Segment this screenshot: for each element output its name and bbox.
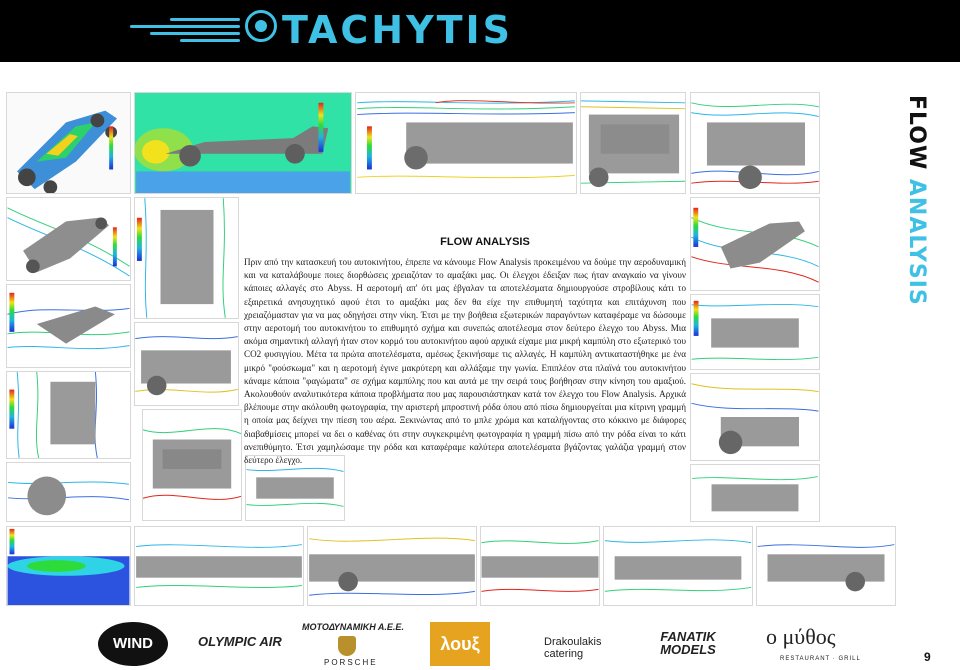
flow-thumbnail-bottom-side-3	[480, 526, 600, 606]
flow-thumbnail-car-top-streamlines	[690, 294, 820, 370]
flow-thumbnail-bottom-side-1	[134, 526, 304, 606]
side-title	[904, 95, 934, 315]
page-number: 9	[924, 650, 931, 664]
sponsor-loux-label: λουξ	[440, 634, 480, 654]
tachytis-brand	[110, 2, 514, 58]
flow-thumbnail-wing-streamlines	[355, 92, 577, 194]
flow-thumbnail-bottom-side-2	[307, 526, 477, 606]
sponsor-olympic-air: OLYMPIC AIR	[198, 634, 282, 649]
speed-lines-icon	[110, 16, 240, 46]
flow-thumbnail-side-pressure	[134, 92, 352, 194]
flow-thumbnail-rear-wheel	[690, 373, 820, 461]
flow-thumbnail-bottom-side-4	[603, 526, 753, 606]
wind-logo-icon: WIND	[113, 635, 153, 652]
flow-thumbnail-car-front-streamlines	[6, 284, 131, 368]
flow-thumbnail-underside	[142, 409, 242, 521]
tachytis-logo-icon	[245, 10, 277, 42]
sponsor-wind	[98, 622, 168, 666]
sponsor-porsche: PORSCHE	[324, 658, 378, 667]
sponsor-mythos: ο μύθος	[766, 624, 836, 649]
brand-name: TACHYTIS	[282, 8, 514, 52]
flow-thumbnail-top-streamlines	[690, 92, 820, 194]
flow-thumbnail-bottom-side-5	[756, 526, 896, 606]
flow-thumbnail-body-top	[134, 197, 239, 319]
flow-thumbnail-wheel-closeup	[6, 462, 131, 522]
flow-thumbnail-body-side	[134, 322, 239, 406]
page-header	[0, 0, 960, 62]
sponsor-drakoulakis: Drakoulakis catering	[544, 636, 602, 660]
porsche-crest-icon	[338, 636, 356, 656]
flow-thumbnail-top-view	[580, 92, 686, 194]
sponsor-fanatik-models: FANATIK MODELS	[660, 629, 716, 657]
article	[244, 236, 686, 467]
sponsor-loux	[430, 622, 490, 666]
sponsors-strip	[90, 620, 870, 670]
flow-thumbnail-top-left	[6, 371, 131, 459]
side-title-analysis: ANALYSIS	[904, 178, 929, 306]
article-body: Πριν από την κατασκευή του αυτοκινήτου, έπρεπε να κάνουμε Flow Analysis προκειμένου να δούμε την αεροδυναμική και να καταλάβουμε ποιες διορθώσεις χρειαζόταν το αμαξάκι μας. Οι έλεγχοι έδειξαν πως ήταν αναγκαίο να γίνουν κάποιες αλλαγές στο Abyss. Η αεροτομή απ' ότι μας έβγαλαν τα αποτελέσματα δημιουργούσε στροβίλους κάτι το εξαιρετικά ανησυχητικό αφού έτσι το αμαξάκι μας δεν θα είχε την επιθυμητή ταχύτητα και επιτάχυνση που χρειαζόμασταν για να μας οδηγήσει στην νίκη. Έτσι με την βοήθεια εξωτερικών παραγόντων καταφέραμε να δώσουμε στην αεροτομή του αυτοκινήτου το επιθυμητό σχήμα και συνεπώς αποτέλεσμα στον δεύτερο έλεγχο του Abyss. Μια ακόμα σημαντική αλλαγή ήταν στον κορμό του αυτοκινήτου αφού αρχικά είχαμε μια μικρή καμπύλη στο εξωτερικό του CO2 φυσιγγίου. Μέτα τα πρώτα αποτελέσματα, αμέσως ξεκινήσαμε τις αλλαγές. Η καμπύλη αντικαταστήθηκε με ένα μικρό "φούσκωμα" και η αεροτομή έγινε μακρύτερη και αλλάξαμε την γωνία. Επιπλέον στα πλαϊνά του αυτοκινήτου κάναμε κάποια "φαγώματα" σε σχήμα καμπύλης που και αυτά με την σειρά τους βοήθησαν στην κίνηση του αμαξιού. Ακολουθούν αναλυτικότερα κάποια προβλήματα που μας παρουσιάστηκαν κατά τον έλεγχο του Flow Analysis. Αρχικά βλέπουμε στην ακόλουθη φωτογραφία, την αριστερή μπροστινή ρόδα όπου από πίσω δημιουργείται μια κίτρινη γραμμή η οποία μας δείχνει την πίεση του αέρα. Ξεκινώντας από το μπλε χρώμα και καταλήγοντας στο κόκκινο με διάφορες διαβαθμίσεις μπορεί να δει ο καθένας ότι στην συγκεκριμένη φωτογραφία η γραμμή πίσω από την ρόδα είναι το κάτι ανεπιθύμητο. Έτσι χαμηλώσαμε την ρόδα και καταφέραμε καλύτερα αποτελέσματα βγάζοντας γαλάζια γραμμή στον δεύτερο έλεγχο.	[244, 257, 686, 466]
flow-thumbnail-car-pressure	[6, 92, 131, 194]
flow-thumbnail-car-iso-streamlines	[6, 197, 131, 281]
flow-thumbnail-car-rear-iso	[690, 197, 820, 291]
sponsor-mythos-subtitle: RESTAURANT · GRILL	[780, 656, 861, 662]
flow-thumbnail-right-bottom	[690, 464, 820, 522]
side-title-flow: FLOW	[904, 95, 929, 171]
flow-thumbnail-bottom-pressure	[6, 526, 131, 606]
article-title: FLOW ANALYSIS	[440, 236, 530, 248]
sponsor-motodynamiki: ΜΟΤΟΔΥΝΑΜΙΚΗ Α.Ε.Ε.	[302, 622, 404, 632]
